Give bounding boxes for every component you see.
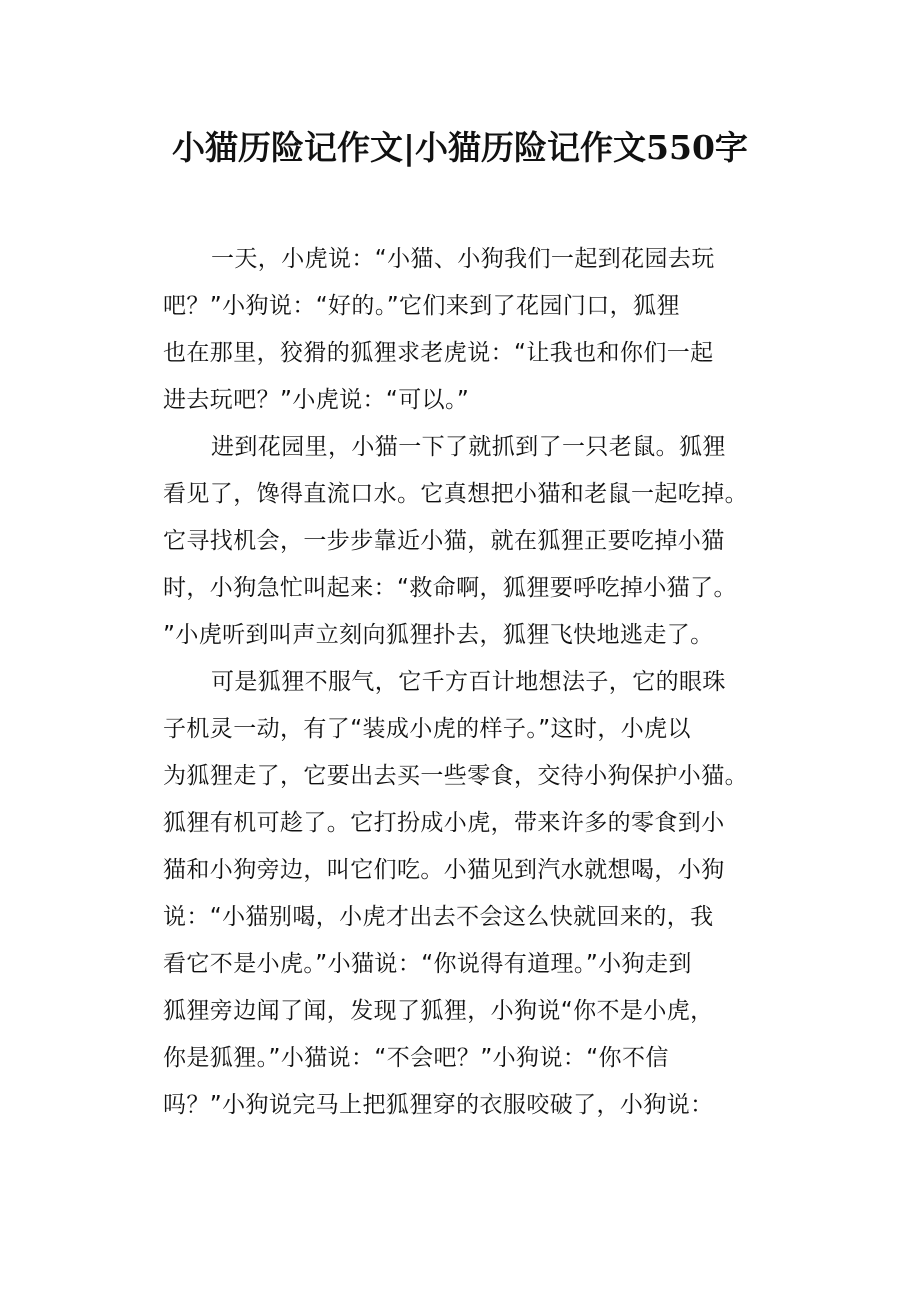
paragraph-1-line-3: 也在那里，狡猾的狐狸求老虎说：“让我也和你们一起 (163, 340, 714, 366)
paragraph-3-line-10: 吗？”小狗说完马上把狐狸穿的衣服咬破了，小狗说： (163, 1092, 714, 1118)
paragraph-2-line-2: 看见了，馋得直流口水。它真想把小猫和老鼠一起吃掉。 (163, 481, 748, 507)
paragraph-3-line-7: 看它不是小虎。”小猫说：“你说得有道理。”小狗走到 (163, 951, 692, 977)
paragraph-1-line-1: 一天，小虎说：“小猫、小狗我们一起到花园去玩 (211, 246, 715, 272)
paragraph-2-line-5: ”小虎听到叫声立刻向狐狸扑去，狐狸飞快地逃走了。 (163, 622, 714, 648)
paragraph-3-line-5: 猫和小狗旁边，叫它们吃。小猫见到汽水就想喝，小狗 (163, 857, 725, 883)
paragraph-3-line-2: 子机灵一动，有了“装成小虎的样子。”这时，小虎以 (163, 716, 691, 742)
document-title: 小猫历险记作文|小猫历险记作文550字 (172, 128, 748, 167)
paragraph-1-line-2: 吧？”小狗说：“好的。”它们来到了花园门口，狐狸 (163, 293, 680, 319)
paragraph-3-line-9: 你是狐狸。”小猫说：“不会吧？”小狗说：“你不信 (163, 1045, 669, 1071)
paragraph-3-line-4: 狐狸有机可趁了。它打扮成小虎，带来许多的零食到小 (163, 810, 725, 836)
paragraph-2-line-1: 进到花园里，小猫一下了就抓到了一只老鼠。狐狸 (211, 434, 726, 460)
paragraph-3-line-8: 狐狸旁边闻了闻，发现了狐狸，小狗说“你不是小虎， (163, 998, 714, 1024)
paragraph-3-line-6: 说：“小猫别喝，小虎才出去不会这么快就回来的，我 (163, 904, 714, 930)
document-body (163, 236, 763, 1129)
paragraph-1-line-4: 进去玩吧？”小虎说：“可以。” (163, 387, 470, 413)
paragraph-3-line-3: 为狐狸走了，它要出去买一些零食，交待小狗保护小猫。 (163, 763, 748, 789)
paragraph-2-line-4: 时，小狗急忙叫起来：“救命啊，狐狸要呼吃掉小猫了。 (163, 575, 737, 601)
paragraph-2-line-3: 它寻找机会，一步步靠近小猫，就在狐狸正要吃掉小猫 (163, 528, 725, 554)
paragraph-3-line-1: 可是狐狸不服气，它千方百计地想法子，它的眼珠 (211, 669, 726, 695)
